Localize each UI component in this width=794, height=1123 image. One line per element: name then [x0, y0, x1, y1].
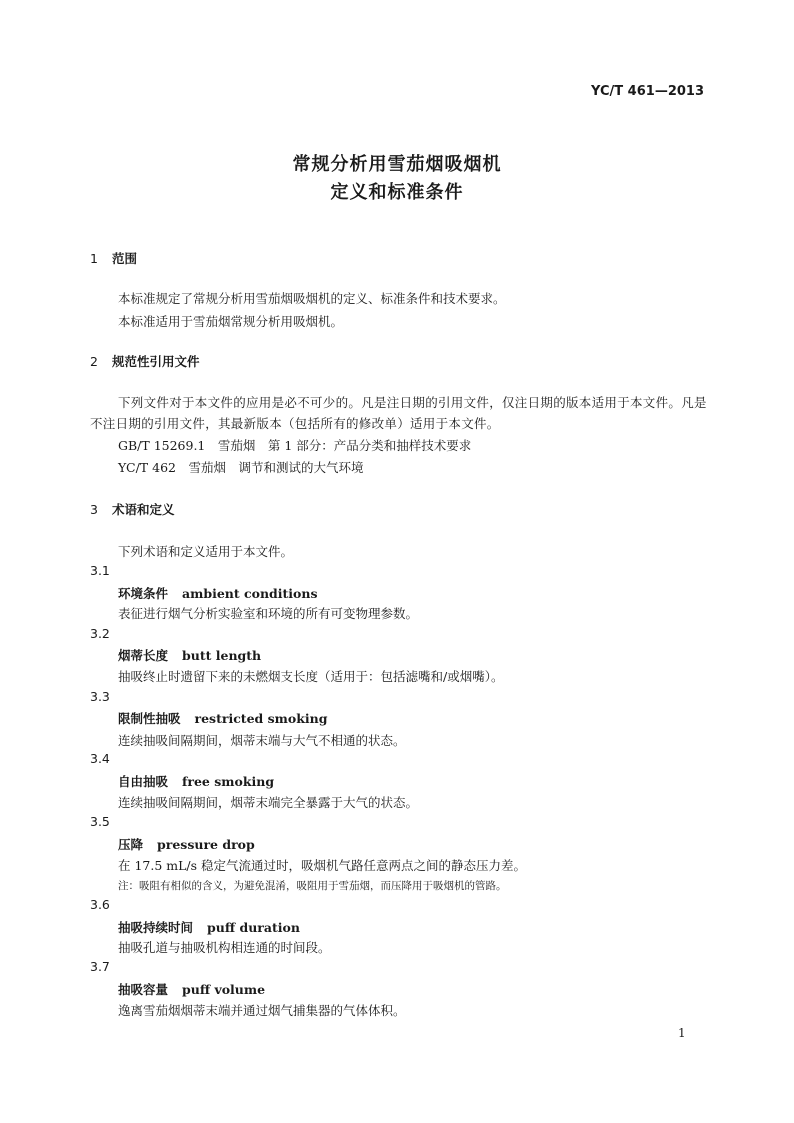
term-title — [118, 646, 261, 664]
term-zh: 自由抽吸 — [118, 774, 169, 789]
term-en: pressure drop — [157, 837, 255, 852]
term-zh: 抽吸持续时间 — [118, 920, 194, 935]
term-number: 3.1 — [90, 563, 110, 578]
term-definition: 抽吸孔道与抽吸机构相连通的时间段。 — [118, 940, 331, 955]
term-title — [118, 584, 318, 602]
section-3-heading — [90, 500, 175, 518]
term-number: 3.6 — [90, 897, 110, 912]
section-1-heading — [90, 249, 137, 267]
term-title — [118, 918, 300, 936]
term-zh: 限制性抽吸 — [118, 711, 181, 726]
reference-item: YC/T 462 雪茄烟 调节和测试的大气环境 — [118, 460, 364, 475]
term-definition: 在 17.5 mL/s 稳定气流通过时，吸烟机气路任意两点之间的静态压力差。 — [118, 858, 527, 873]
term-en: puff duration — [207, 920, 300, 935]
term-zh: 环境条件 — [118, 586, 169, 601]
page-number: 1 — [678, 1026, 686, 1040]
term-zh: 压降 — [118, 837, 144, 852]
section-number: 2 — [90, 354, 98, 369]
section-title: 规范性引用文件 — [112, 354, 200, 369]
term-en: ambient conditions — [182, 586, 318, 601]
section-1-paragraph: 本标准规定了常规分析用雪茄烟吸烟机的定义、标准条件和技术要求。 — [118, 291, 506, 306]
standard-code: YC/T 461—2013 — [591, 84, 704, 99]
section-1-paragraph: 本标准适用于雪茄烟常规分析用吸烟机。 — [118, 314, 344, 329]
document-title-line1: 常规分析用雪茄烟吸烟机 — [292, 154, 502, 175]
term-definition: 连续抽吸间隔期间，烟蒂末端完全暴露于大气的状态。 — [118, 795, 419, 810]
term-title — [118, 980, 265, 998]
term-title — [118, 772, 274, 790]
section-title: 范围 — [112, 251, 138, 266]
term-definition: 逸离雪茄烟烟蒂末端并通过烟气捕集器的气体体积。 — [118, 1003, 406, 1018]
section-title: 术语和定义 — [112, 502, 175, 517]
term-zh: 抽吸容量 — [118, 982, 169, 997]
term-en: butt length — [182, 648, 262, 663]
term-definition: 抽吸终止时遗留下来的未燃烟支长度（适用于：包括滤嘴和/或烟嘴）。 — [118, 669, 504, 684]
term-number: 3.7 — [90, 959, 110, 974]
term-number: 3.2 — [90, 626, 110, 641]
term-en: puff volume — [182, 982, 266, 997]
term-number: 3.4 — [90, 751, 110, 766]
term-number: 3.5 — [90, 814, 110, 829]
term-title — [118, 709, 327, 727]
section-2-intro: 下列文件对于本文件的应用是必不可少的。凡是注日期的引用文件，仅注日期的版本适用于本文件。凡是不注日期的引用文件，其最新版本（包括所有的修改单）适用于本文件。 — [90, 395, 707, 431]
term-en: free smoking — [182, 774, 275, 789]
term-definition: 表征进行烟气分析实验室和环境的所有可变物理参数。 — [118, 606, 419, 621]
term-number: 3.3 — [90, 689, 110, 704]
term-definition: 连续抽吸间隔期间，烟蒂末端与大气不相通的状态。 — [118, 733, 406, 748]
term-en: restricted smoking — [194, 711, 328, 726]
document-title-line2: 定义和标准条件 — [330, 182, 464, 203]
section-number: 1 — [90, 251, 98, 266]
section-2-heading — [90, 352, 200, 370]
section-number: 3 — [90, 502, 98, 517]
term-title — [118, 835, 255, 853]
reference-item: GB/T 15269.1 雪茄烟 第 1 部分：产品分类和抽样技术要求 — [118, 438, 472, 453]
term-zh: 烟蒂长度 — [118, 648, 169, 663]
section-3-intro: 下列术语和定义适用于本文件。 — [118, 544, 294, 559]
term-note: 注：吸阻有相似的含义，为避免混淆，吸阻用于雪茄烟，而压降用于吸烟机的管路。 — [118, 880, 507, 892]
